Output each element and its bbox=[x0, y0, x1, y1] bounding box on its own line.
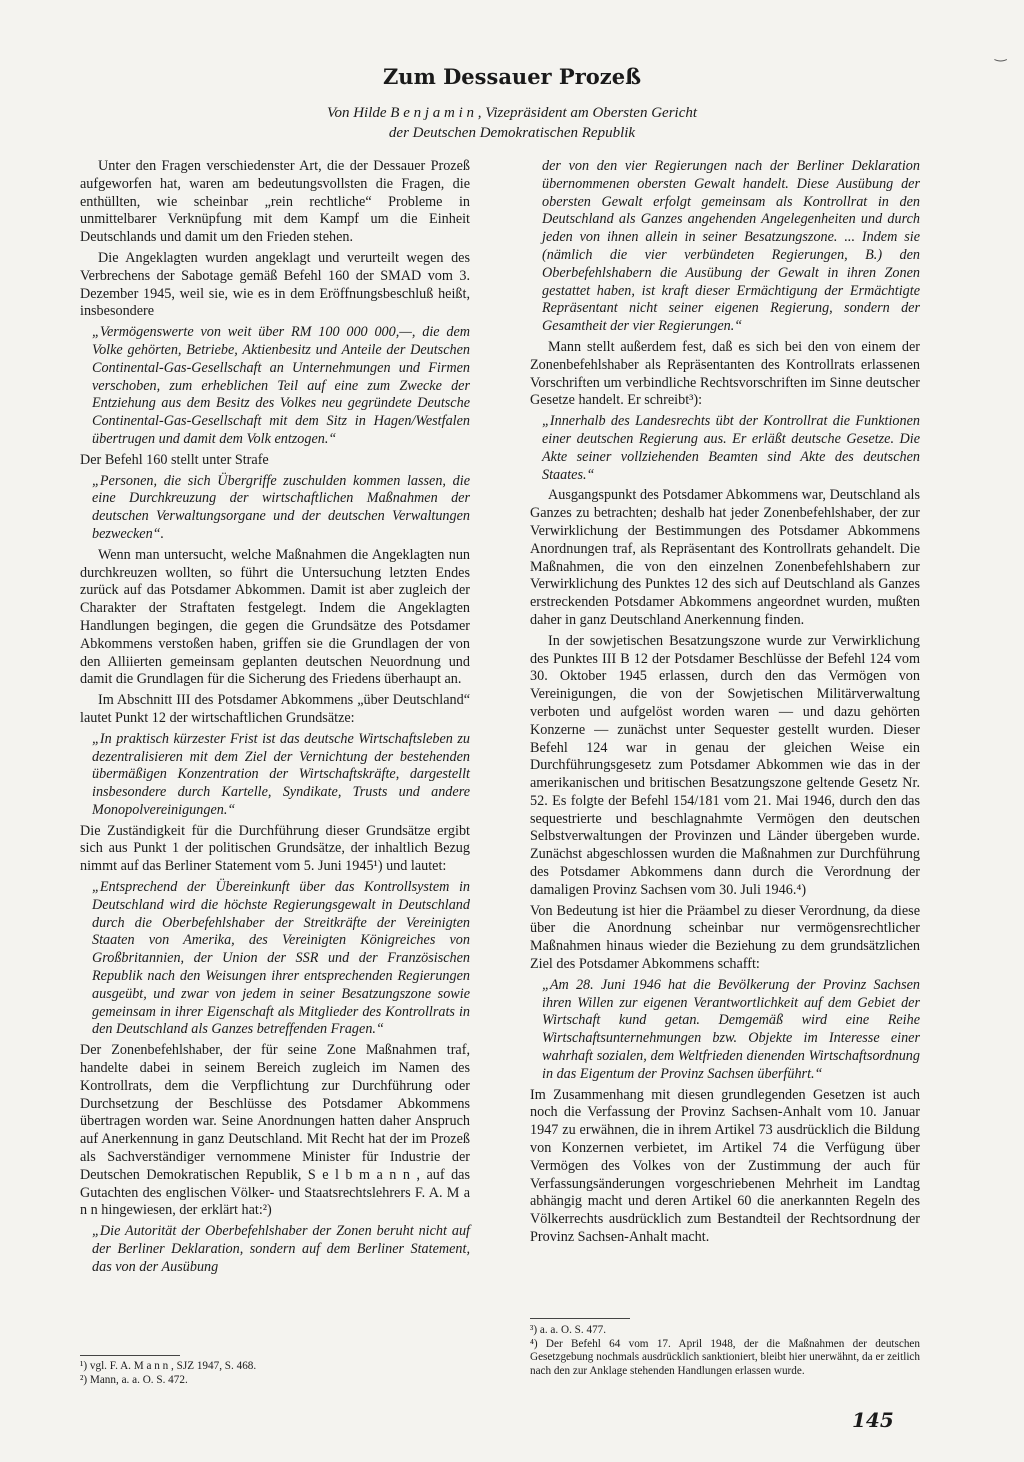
footnote-separator-left bbox=[80, 1355, 180, 1356]
paragraph: Unter den Fragen verschiedenster Art, die der Dessauer Prozeß aufgeworfen hat, waren am bedeutungsvollsten die Fragen, die enthüllten, wie scheinbar „rein rechtliche“ Probleme in unmittelbarer Verknüpfung mit dem Kampf um die Einheit Deutschlands und damit um den Frieden stehen. bbox=[80, 158, 470, 246]
quotation: „Am 28. Juni 1946 hat die Bevölkerung der Provinz Sachsen ihren Willen zur eigenen Verantwortlichkeit auf dem Gebiet der Wirtschaft kund getan. Demgemäß wird eine Reihe Wirtschaftsunternehmungen bzw. Objekte im Interesse einer wahrhaft sozialen, dem Weltfrieden dienenden Wirtschaftsordnung in das Eigentum der Provinz Sachsen überführt.“ bbox=[542, 976, 920, 1082]
footnote-4: ⁴) Der Befehl 64 vom 17. April 1948, der die Maßnahmen der deutschen Gesetzgebung nochmals ausdrücklich sanktioniert, bleibt hier unerwähnt, da er zeitlich nach den zur Anklage stehenden Handlungen erlassen wurde. bbox=[530, 1337, 920, 1377]
right-column bbox=[530, 158, 920, 1250]
quotation: „In praktisch kürzester Frist ist das deutsche Wirtschaftsleben zu dezentralisieren mit dem Ziel der Vernichtung der bestehenden übermäßigen Konzentration der Wirtschaftskräfte, dargestellt insbesondere durch Kartelle, Syndikate, Trusts und andere Monopolvereinigungen.“ bbox=[92, 730, 470, 818]
footnote-separator-right bbox=[530, 1318, 630, 1319]
paragraph: Im Zusammenhang mit diesen grundlegenden Gesetzen ist auch noch die Verfassung der Provinz Sachsen-Anhalt vom 10. Januar 1947 zu erwähnen, die in ihrem Artikel 73 ausdrücklich die Bildung von Konzernen verbietet, im Artikel 74 die Verfügung über Vermögen des Volkes von der Zustimmung der auch für Verfassungsänderungen vorgeschriebenen Mehrheit im Landtag abhängig macht und deren Artikel 60 die anerkannten Regeln des Völkerrechts ausdrücklich zum Bestandteil der Rechtsordnung der Provinz Sachsen-Anhalt macht. bbox=[530, 1086, 920, 1246]
page-edge-mark: ‿ bbox=[995, 46, 1007, 62]
footnote-2: ²) Mann, a. a. O. S. 472. bbox=[80, 1373, 188, 1386]
quotation: „Die Autorität der Oberbefehlshaber der Zonen beruht nicht auf der Berliner Deklaration, sondern auf dem Berliner Statement, das von der Ausübung bbox=[92, 1223, 470, 1275]
paragraph: Ausgangspunkt des Potsdamer Abkommens war, Deutschland als Ganzes zu betrachten; deshalb hat jeder Zonenbefehlshaber, der zur Verwirklichung der Bestimmungen des Potsdamer Abkommens Anordnungen traf, als Repräsentant des Kontrollrats gehandelt. Die Maßnahmen, die von den einzelnen Zonenbefehlshabern zur Verwirklichung des Punktes 12 des sich auf Deutschland als Ganzes erstreckenden Potsdamer Abkommens angeordnet wurden, mußten daher in ganz Deutschland Anerkennung finden. bbox=[530, 487, 920, 628]
paragraph: Mann stellt außerdem fest, daß es sich bei den von einem der Zonenbefehlshaber als Repräsentanten des Kontrollrats erlassenen Vorschriften um verbindliche Rechtsvorschriften im Sinne deutscher Gesetze handelt. Er schreibt³): bbox=[530, 338, 920, 409]
paragraph: In der sowjetischen Besatzungszone wurde zur Verwirklichung des Punktes III B 12 der Potsdamer Beschlüsse der Befehl 124 vom 30. Oktober 1945 erlassen, durch den das Vermögen von Vereinigungen, die von der Sowjetischen Militärverwaltung verboten und aufgelöst worden waren — und dazu gehörten Konzerne — zunächst unter Sequester gestellt wurden. Dieser Befehl 124 war in genau der gleichen Weise ein Durchführungsgesetz zum Potsdamer Abkommen wie das in der amerikanischen und britischen Besatzungszone geltende Gesetz Nr. 52. Es folgte der Befehl 154/181 vom 21. Mai 1946, durch den das sequestrierte und beschlagnahmte Vermögen den deutschen Selbstverwaltungen der Provinzen und Länder übergeben wurde. Zunächst abgeschlossen wurden die Maßnahmen zur Durchführung des Potsdamer Abkommens dann durch die Verordnung der damaligen Provinz Sachsen vom 30. Juli 1946.⁴) bbox=[530, 632, 920, 898]
paragraph: Wenn man untersucht, welche Maßnahmen die Angeklagten nun durchkreuzen wollten, so führt die Untersuchung letzten Endes zurück auf das Potsdamer Abkommen. Damit ist aber zugleich der Charakter der Straftaten festgelegt. Indem die Angeklagten Handlungen begingen, die gegen die Grundsätze des Potsdamer Abkommens verstoßen haben, griffen sie die Grundlagen der von den Alliierten gemeinsam geplanten deutschen Neuordnung und damit die Grundlagen für die Sicherung des Friedens überhaupt an. bbox=[80, 546, 470, 688]
page-number: 145 bbox=[852, 1408, 894, 1432]
footnote-1: ¹) vgl. F. A. M a n n , SJZ 1947, S. 468. bbox=[80, 1360, 257, 1372]
quotation: „Personen, die sich Übergriffe zuschulden kommen lassen, die eine Durchkreuzung der wirtschaftlichen Maßnahmen der deutschen Verwaltungsorgane und der deutschen Verwaltungen bezwecken“. bbox=[92, 472, 470, 542]
paragraph: Von Bedeutung ist hier die Präambel zu dieser Verordnung, da diese über die Anordnung scheinbar nur vermögensrechtlicher Maßnahmen hinaus wieder die Beziehung zu dem grundsätzlichen Ziel des Potsdamer Abkommens schafft: bbox=[530, 902, 920, 973]
paragraph: Im Abschnitt III des Potsdamer Abkommens „über Deutschland“ lautet Punkt 12 der wirtschaftlichen Grundsätze: bbox=[80, 692, 470, 726]
footnotes-right bbox=[530, 1324, 920, 1378]
quotation: der von den vier Regierungen nach der Berliner Deklaration übernommenen obersten Gewalt handelt. Diese Ausübung der obersten Gewalt erfolgt gemeinsam als Kontrollrat in den Deutschland als Ganzes angehenden Angelegenheiten und durch jeden von ihnen allein in seiner Besatzungszone. ... Indem sie (nämlich die vier verbündeten Regierungen, B.) den Oberbefehlshabern die Ausübung der Gewalt in ihren Zonen gestattet haben, ist kraft dieser Ermächtigung der Ermächtigte Repräsentant nicht seiner eigenen Regierung, sondern der Gesamtheit der vier Regierungen.“ bbox=[542, 158, 920, 335]
article-title: Zum Dessauer Prozeß bbox=[382, 64, 642, 89]
paragraph: Die Zuständigkeit für die Durchführung dieser Grundsätze ergibt sich aus Punkt 1 der politischen Grundsätze, der inhaltlich Bezug nimmt auf das Berliner Statement vom 5. Juni 1945¹) und lautet: bbox=[80, 822, 470, 875]
left-column bbox=[80, 158, 470, 1280]
byline-line-1: Von Hilde B e n j a m i n , Vizepräsident am Obersten Gericht bbox=[326, 105, 698, 121]
footnotes-left bbox=[80, 1360, 470, 1387]
quotation: „Entsprechend der Übereinkunft über das Kontrollsystem in Deutschland wird die höchste Regierungsgewalt in Deutschland durch die Oberbefehlshaber der Streitkräfte der Vereinigten Staaten von Amerika, des Vereinigten Königreiches von Großbritannien, der Union der SSR und der Französischen Republik nach den Weisungen ihrer entsprechenden Regierungen ausgeübt, und zwar von jedem in seiner Besatzungszone sowie gemeinsam in ihrer Eigenschaft als Mitglieder des Kontrollrats in den Deutschland als Ganzes betreffenden Fragen.“ bbox=[92, 879, 470, 1038]
paragraph: Der Befehl 160 stellt unter Strafe bbox=[80, 451, 269, 468]
paragraph: Die Angeklagten wurden angeklagt und verurteilt wegen des Verbrechens der Sabotage gemäß Befehl 160 der SMAD vom 3. Dezember 1945, weil sie, wie es in dem Eröffnungsbeschluß heißt, insbesondere bbox=[80, 249, 470, 320]
footnote-3: ³) a. a. O. S. 477. bbox=[530, 1324, 607, 1336]
quotation: „Innerhalb des Landesrechts übt der Kontrollrat die Funktionen einer deutschen Regierung aus. Er erläßt deutsche Gesetze. Die Akte seiner vollziehenden Beamten sind Akte des deutschen Staates.“ bbox=[542, 413, 920, 483]
quotation: „Vermögenswerte von weit über RM 100 000 000,—, die dem Volke gehörten, Betriebe, Aktienbesitz und Anteile der Deutschen Continental-Gas-Gesellschaft an Unternehmungen und Firmen verschoben, zum erheblichen Teil auf eine zum Zwecke der Entziehung aus dem Besitz des Volkes neu gegründete Deutsche Continental-Gas-Gesellschaft mit dem Sitz in Hagen/Westfalen übertrugen und damit dem Volk entzogen.“ bbox=[92, 324, 470, 447]
paragraph: Der Zonenbefehlshaber, der für seine Zone Maßnahmen traf, handelte dabei in seinem Bereich zugleich im Namen des Kontrollrats, dem die Verpflichtung zur Durchführung oder Durchsetzung der Beschlüsse des Potsdamer Abkommens übertragen worden war. Seine Anordnungen hatten daher Anspruch auf Anerkennung in ganz Deutschland. Mit Recht hat der im Prozeß als Sachverständiger vernommene Minister für Industrie der Deutschen Demokratischen Republik, S e l b m a n n , auf das Gutachten des englischen Völker- und Staatsrechtslehrers F. A. M a n n hingewiesen, der erklärt hat:²) bbox=[80, 1042, 470, 1219]
byline-line-2: der Deutschen Demokratischen Republik bbox=[388, 125, 636, 141]
